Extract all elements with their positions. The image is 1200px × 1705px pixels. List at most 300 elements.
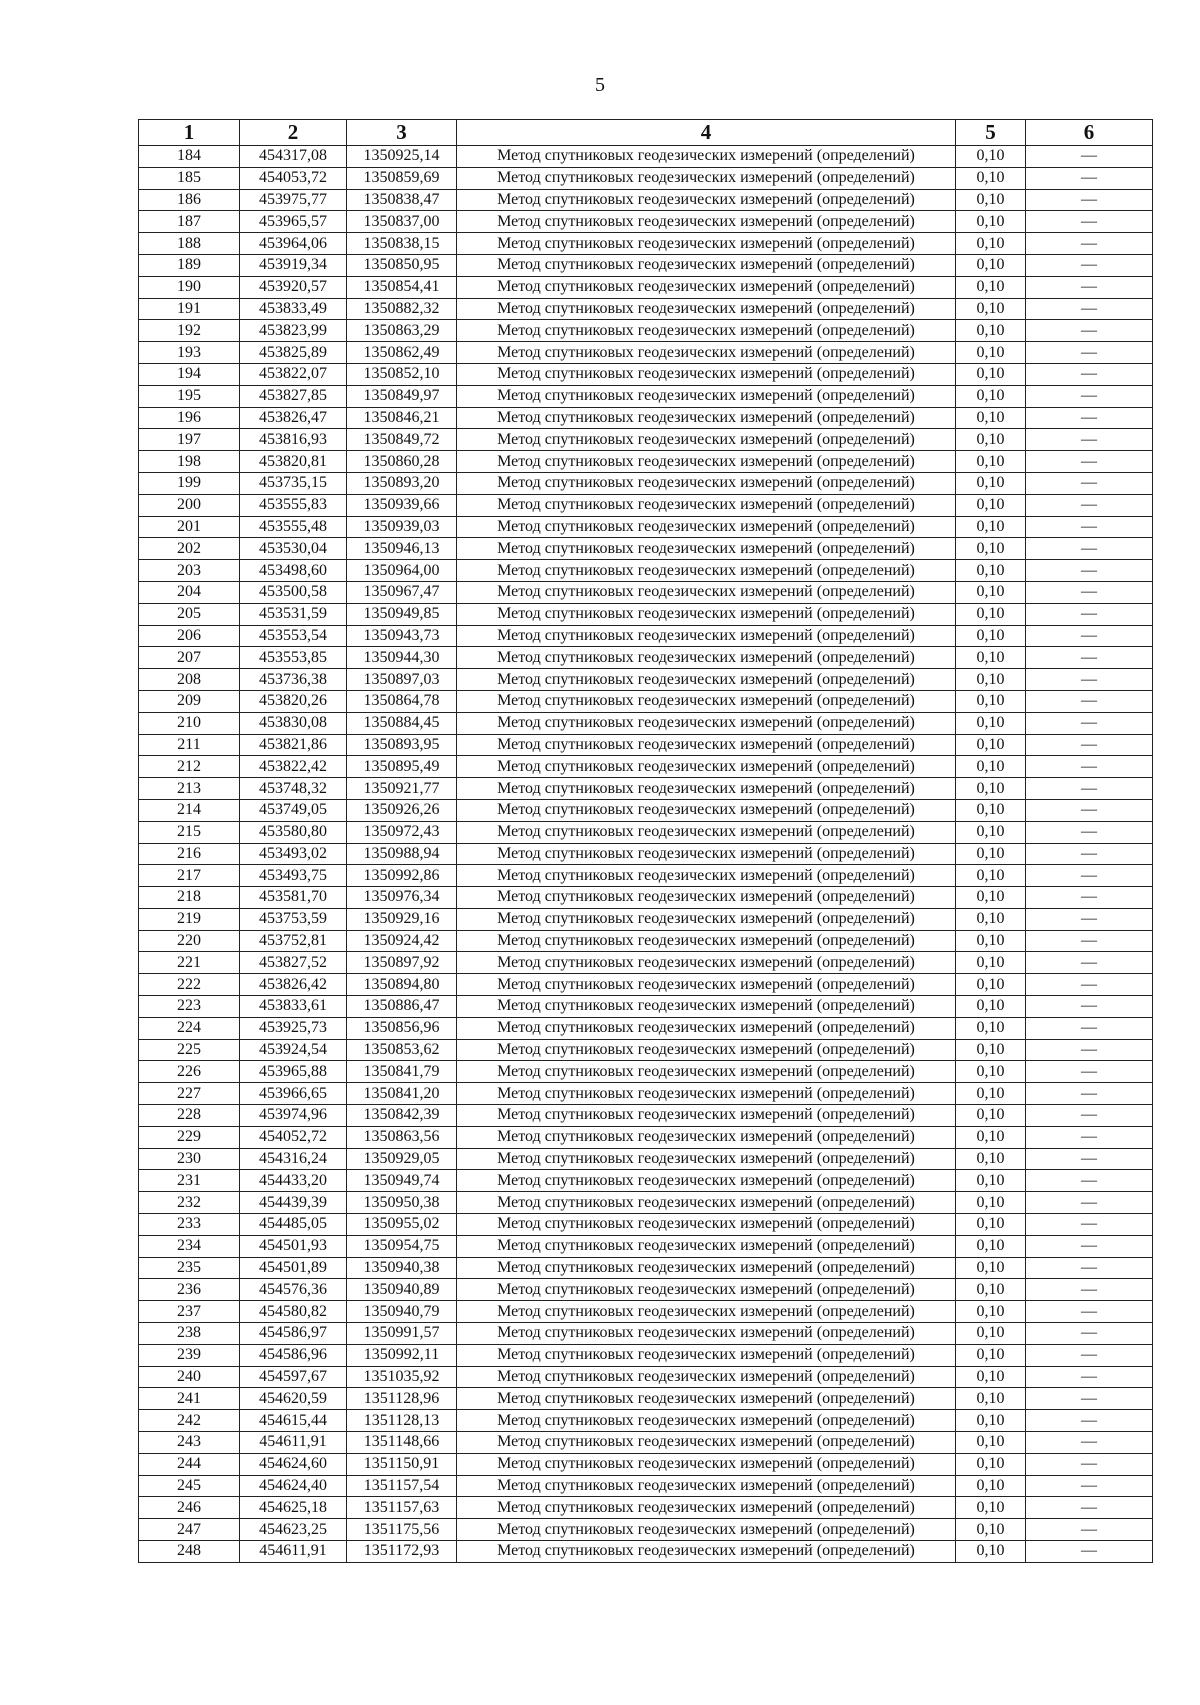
y-coordinate-cell: 1350886,47: [347, 996, 457, 1018]
y-coordinate-cell: 1350954,75: [347, 1235, 457, 1257]
column-header-5: 5: [956, 120, 1026, 146]
method-cell: Метод спутниковых геодезических измерений (определений): [457, 1170, 956, 1192]
point-number-cell: 203: [139, 560, 240, 582]
table-row: [139, 1519, 1153, 1541]
point-number-cell: 205: [139, 603, 240, 625]
x-coordinate-cell: 454052,72: [240, 1126, 347, 1148]
point-number-cell: 189: [139, 254, 240, 276]
x-coordinate-cell: 454053,72: [240, 167, 347, 189]
x-coordinate-cell: 453498,60: [240, 560, 347, 582]
y-coordinate-cell: 1350884,45: [347, 712, 457, 734]
accuracy-cell: 0,10: [956, 254, 1026, 276]
description-cell: —: [1026, 189, 1153, 211]
table-row: [139, 712, 1153, 734]
point-number-cell: 206: [139, 625, 240, 647]
x-coordinate-cell: 453749,05: [240, 799, 347, 821]
description-cell: —: [1026, 1453, 1153, 1475]
x-coordinate-cell: 453553,85: [240, 647, 347, 669]
y-coordinate-cell: 1350972,43: [347, 821, 457, 843]
point-number-cell: 220: [139, 930, 240, 952]
accuracy-cell: 0,10: [956, 1541, 1026, 1563]
y-coordinate-cell: 1350842,39: [347, 1105, 457, 1127]
table-row: [139, 472, 1153, 494]
accuracy-cell: 0,10: [956, 167, 1026, 189]
accuracy-cell: 0,10: [956, 451, 1026, 473]
x-coordinate-cell: 453924,54: [240, 1039, 347, 1061]
point-number-cell: 218: [139, 887, 240, 909]
table-row: [139, 843, 1153, 865]
accuracy-cell: 0,10: [956, 1410, 1026, 1432]
description-cell: —: [1026, 1017, 1153, 1039]
accuracy-cell: 0,10: [956, 974, 1026, 996]
y-coordinate-cell: 1350897,03: [347, 669, 457, 691]
description-cell: —: [1026, 603, 1153, 625]
point-number-cell: 243: [139, 1432, 240, 1454]
table-row: [139, 167, 1153, 189]
method-cell: Метод спутниковых геодезических измерений (определений): [457, 560, 956, 582]
point-number-cell: 241: [139, 1388, 240, 1410]
y-coordinate-cell: 1350992,11: [347, 1344, 457, 1366]
table-row: [139, 1170, 1153, 1192]
y-coordinate-cell: 1350841,79: [347, 1061, 457, 1083]
accuracy-cell: 0,10: [956, 320, 1026, 342]
accuracy-cell: 0,10: [956, 1497, 1026, 1519]
y-coordinate-cell: 1350940,79: [347, 1301, 457, 1323]
point-number-cell: 193: [139, 342, 240, 364]
x-coordinate-cell: 453531,59: [240, 603, 347, 625]
y-coordinate-cell: 1350856,96: [347, 1017, 457, 1039]
accuracy-cell: 0,10: [956, 603, 1026, 625]
table-body: [139, 146, 1153, 1563]
description-cell: —: [1026, 494, 1153, 516]
table-row: [139, 974, 1153, 996]
table-row: [139, 1017, 1153, 1039]
description-cell: —: [1026, 821, 1153, 843]
description-cell: —: [1026, 1497, 1153, 1519]
description-cell: —: [1026, 211, 1153, 233]
accuracy-cell: 0,10: [956, 996, 1026, 1018]
description-cell: —: [1026, 756, 1153, 778]
description-cell: —: [1026, 712, 1153, 734]
description-cell: —: [1026, 887, 1153, 909]
description-cell: —: [1026, 407, 1153, 429]
description-cell: —: [1026, 1519, 1153, 1541]
description-cell: —: [1026, 1279, 1153, 1301]
method-cell: Метод спутниковых геодезических измерений (определений): [457, 429, 956, 451]
x-coordinate-cell: 454317,08: [240, 146, 347, 168]
column-header-3: 3: [347, 120, 457, 146]
page-number: 5: [595, 74, 605, 96]
description-cell: —: [1026, 865, 1153, 887]
point-number-cell: 199: [139, 472, 240, 494]
x-coordinate-cell: 454576,36: [240, 1279, 347, 1301]
table-row: [139, 494, 1153, 516]
point-number-cell: 219: [139, 908, 240, 930]
table-row: [139, 1257, 1153, 1279]
description-cell: —: [1026, 1170, 1153, 1192]
description-cell: —: [1026, 1541, 1153, 1563]
description-cell: —: [1026, 1148, 1153, 1170]
x-coordinate-cell: 453580,80: [240, 821, 347, 843]
y-coordinate-cell: 1350838,15: [347, 233, 457, 255]
accuracy-cell: 0,10: [956, 1388, 1026, 1410]
table-row: [139, 1475, 1153, 1497]
table-row: [139, 1541, 1153, 1563]
accuracy-cell: 0,10: [956, 407, 1026, 429]
table-row: [139, 298, 1153, 320]
description-cell: —: [1026, 538, 1153, 560]
x-coordinate-cell: 454586,97: [240, 1323, 347, 1345]
description-cell: —: [1026, 1388, 1153, 1410]
table-row: [139, 734, 1153, 756]
point-number-cell: 216: [139, 843, 240, 865]
table-row: [139, 385, 1153, 407]
x-coordinate-cell: 453748,32: [240, 778, 347, 800]
x-coordinate-cell: 454597,67: [240, 1366, 347, 1388]
method-cell: Метод спутниковых геодезических измерений (определений): [457, 1148, 956, 1170]
y-coordinate-cell: 1350949,85: [347, 603, 457, 625]
table-row: [139, 1279, 1153, 1301]
description-cell: —: [1026, 908, 1153, 930]
accuracy-cell: 0,10: [956, 1453, 1026, 1475]
description-cell: —: [1026, 560, 1153, 582]
table-row: [139, 996, 1153, 1018]
table-row: [139, 1301, 1153, 1323]
description-cell: —: [1026, 1192, 1153, 1214]
y-coordinate-cell: 1351157,54: [347, 1475, 457, 1497]
table-row: [139, 1388, 1153, 1410]
table-row: [139, 516, 1153, 538]
point-number-cell: 195: [139, 385, 240, 407]
y-coordinate-cell: 1350893,95: [347, 734, 457, 756]
accuracy-cell: 0,10: [956, 669, 1026, 691]
accuracy-cell: 0,10: [956, 1235, 1026, 1257]
x-coordinate-cell: 453753,59: [240, 908, 347, 930]
x-coordinate-cell: 454501,93: [240, 1235, 347, 1257]
point-number-cell: 246: [139, 1497, 240, 1519]
accuracy-cell: 0,10: [956, 1323, 1026, 1345]
x-coordinate-cell: 453820,26: [240, 690, 347, 712]
table-row: [139, 1235, 1153, 1257]
method-cell: Метод спутниковых геодезических измерений (определений): [457, 167, 956, 189]
point-number-cell: 233: [139, 1214, 240, 1236]
accuracy-cell: 0,10: [956, 1214, 1026, 1236]
point-number-cell: 226: [139, 1061, 240, 1083]
point-number-cell: 238: [139, 1323, 240, 1345]
accuracy-cell: 0,10: [956, 647, 1026, 669]
method-cell: Метод спутниковых геодезических измерений (определений): [457, 472, 956, 494]
y-coordinate-cell: 1350955,02: [347, 1214, 457, 1236]
method-cell: Метод спутниковых геодезических измерений (определений): [457, 1541, 956, 1563]
method-cell: Метод спутниковых геодезических измерений (определений): [457, 385, 956, 407]
accuracy-cell: 0,10: [956, 1519, 1026, 1541]
x-coordinate-cell: 453833,61: [240, 996, 347, 1018]
y-coordinate-cell: 1350894,80: [347, 974, 457, 996]
table-row: [139, 233, 1153, 255]
point-number-cell: 214: [139, 799, 240, 821]
y-coordinate-cell: 1350838,47: [347, 189, 457, 211]
method-cell: Метод спутниковых геодезических измерений (определений): [457, 1061, 956, 1083]
accuracy-cell: 0,10: [956, 429, 1026, 451]
x-coordinate-cell: 453493,02: [240, 843, 347, 865]
point-number-cell: 230: [139, 1148, 240, 1170]
accuracy-cell: 0,10: [956, 799, 1026, 821]
point-number-cell: 187: [139, 211, 240, 233]
x-coordinate-cell: 453530,04: [240, 538, 347, 560]
point-number-cell: 232: [139, 1192, 240, 1214]
description-cell: —: [1026, 1475, 1153, 1497]
method-cell: Метод спутниковых геодезических измерений (определений): [457, 1105, 956, 1127]
accuracy-cell: 0,10: [956, 538, 1026, 560]
method-cell: Метод спутниковых геодезических измерений (определений): [457, 1257, 956, 1279]
description-cell: —: [1026, 625, 1153, 647]
y-coordinate-cell: 1350921,77: [347, 778, 457, 800]
table-row: [139, 407, 1153, 429]
method-cell: Метод спутниковых геодезических измерений (определений): [457, 625, 956, 647]
method-cell: Метод спутниковых геодезических измерений (определений): [457, 865, 956, 887]
table-row: [139, 560, 1153, 582]
x-coordinate-cell: 454615,44: [240, 1410, 347, 1432]
description-cell: —: [1026, 1410, 1153, 1432]
accuracy-cell: 0,10: [956, 1192, 1026, 1214]
x-coordinate-cell: 454586,96: [240, 1344, 347, 1366]
y-coordinate-cell: 1350864,78: [347, 690, 457, 712]
y-coordinate-cell: 1350895,49: [347, 756, 457, 778]
x-coordinate-cell: 453735,15: [240, 472, 347, 494]
y-coordinate-cell: 1351148,66: [347, 1432, 457, 1454]
x-coordinate-cell: 453919,34: [240, 254, 347, 276]
description-cell: —: [1026, 690, 1153, 712]
y-coordinate-cell: 1350882,32: [347, 298, 457, 320]
y-coordinate-cell: 1350940,89: [347, 1279, 457, 1301]
accuracy-cell: 0,10: [956, 298, 1026, 320]
description-cell: —: [1026, 516, 1153, 538]
method-cell: Метод спутниковых геодезических измерений (определений): [457, 843, 956, 865]
table-row: [139, 647, 1153, 669]
table-row: [139, 603, 1153, 625]
y-coordinate-cell: 1350852,10: [347, 363, 457, 385]
method-cell: Метод спутниковых геодезических измерений (определений): [457, 363, 956, 385]
y-coordinate-cell: 1351175,56: [347, 1519, 457, 1541]
x-coordinate-cell: 453825,89: [240, 342, 347, 364]
point-number-cell: 228: [139, 1105, 240, 1127]
y-coordinate-cell: 1350976,34: [347, 887, 457, 909]
x-coordinate-cell: 453822,42: [240, 756, 347, 778]
point-number-cell: 191: [139, 298, 240, 320]
y-coordinate-cell: 1350991,57: [347, 1323, 457, 1345]
accuracy-cell: 0,10: [956, 712, 1026, 734]
point-number-cell: 244: [139, 1453, 240, 1475]
point-number-cell: 213: [139, 778, 240, 800]
accuracy-cell: 0,10: [956, 952, 1026, 974]
table-row: [139, 1344, 1153, 1366]
point-number-cell: 186: [139, 189, 240, 211]
accuracy-cell: 0,10: [956, 1039, 1026, 1061]
table-row: [139, 276, 1153, 298]
accuracy-cell: 0,10: [956, 821, 1026, 843]
point-number-cell: 211: [139, 734, 240, 756]
description-cell: —: [1026, 647, 1153, 669]
description-cell: —: [1026, 472, 1153, 494]
table-row: [139, 451, 1153, 473]
x-coordinate-cell: 453965,88: [240, 1061, 347, 1083]
x-coordinate-cell: 454611,91: [240, 1432, 347, 1454]
method-cell: Метод спутниковых геодезических измерений (определений): [457, 1519, 956, 1541]
y-coordinate-cell: 1350946,13: [347, 538, 457, 560]
y-coordinate-cell: 1350853,62: [347, 1039, 457, 1061]
description-cell: —: [1026, 669, 1153, 691]
description-cell: —: [1026, 581, 1153, 603]
method-cell: Метод спутниковых геодезических измерений (определений): [457, 821, 956, 843]
point-number-cell: 242: [139, 1410, 240, 1432]
x-coordinate-cell: 453974,96: [240, 1105, 347, 1127]
point-number-cell: 204: [139, 581, 240, 603]
y-coordinate-cell: 1350854,41: [347, 276, 457, 298]
accuracy-cell: 0,10: [956, 1170, 1026, 1192]
description-cell: —: [1026, 342, 1153, 364]
method-cell: Метод спутниковых геодезических измерений (определений): [457, 516, 956, 538]
method-cell: Метод спутниковых геодезических измерений (определений): [457, 1453, 956, 1475]
y-coordinate-cell: 1350863,29: [347, 320, 457, 342]
method-cell: Метод спутниковых геодезических измерений (определений): [457, 1083, 956, 1105]
table-row: [139, 1148, 1153, 1170]
y-coordinate-cell: 1350846,21: [347, 407, 457, 429]
accuracy-cell: 0,10: [956, 1301, 1026, 1323]
y-coordinate-cell: 1350841,20: [347, 1083, 457, 1105]
point-number-cell: 192: [139, 320, 240, 342]
method-cell: Метод спутниковых геодезических измерений (определений): [457, 494, 956, 516]
accuracy-cell: 0,10: [956, 494, 1026, 516]
description-cell: —: [1026, 1301, 1153, 1323]
x-coordinate-cell: 453965,57: [240, 211, 347, 233]
y-coordinate-cell: 1350944,30: [347, 647, 457, 669]
description-cell: —: [1026, 1344, 1153, 1366]
method-cell: Метод спутниковых геодезических измерений (определений): [457, 1192, 956, 1214]
description-cell: —: [1026, 1039, 1153, 1061]
point-number-cell: 222: [139, 974, 240, 996]
accuracy-cell: 0,10: [956, 690, 1026, 712]
point-number-cell: 227: [139, 1083, 240, 1105]
description-cell: —: [1026, 1083, 1153, 1105]
method-cell: Метод спутниковых геодезических измерений (определений): [457, 276, 956, 298]
description-cell: —: [1026, 1432, 1153, 1454]
y-coordinate-cell: 1350929,16: [347, 908, 457, 930]
accuracy-cell: 0,10: [956, 276, 1026, 298]
method-cell: Метод спутниковых геодезических измерений (определений): [457, 1366, 956, 1388]
accuracy-cell: 0,10: [956, 560, 1026, 582]
x-coordinate-cell: 454316,24: [240, 1148, 347, 1170]
x-coordinate-cell: 453555,83: [240, 494, 347, 516]
y-coordinate-cell: 1351128,96: [347, 1388, 457, 1410]
accuracy-cell: 0,10: [956, 843, 1026, 865]
y-coordinate-cell: 1350893,20: [347, 472, 457, 494]
accuracy-cell: 0,10: [956, 233, 1026, 255]
coordinates-table: [138, 119, 1153, 1563]
method-cell: Метод спутниковых геодезических измерений (определений): [457, 189, 956, 211]
y-coordinate-cell: 1350939,03: [347, 516, 457, 538]
accuracy-cell: 0,10: [956, 1432, 1026, 1454]
x-coordinate-cell: 454625,18: [240, 1497, 347, 1519]
method-cell: Метод спутниковых геодезических измерений (определений): [457, 799, 956, 821]
method-cell: Метод спутниковых геодезических измерений (определений): [457, 712, 956, 734]
method-cell: Метод спутниковых геодезических измерений (определений): [457, 952, 956, 974]
description-cell: —: [1026, 146, 1153, 168]
accuracy-cell: 0,10: [956, 342, 1026, 364]
method-cell: Метод спутниковых геодезических измерений (определений): [457, 1497, 956, 1519]
table-row: [139, 189, 1153, 211]
accuracy-cell: 0,10: [956, 211, 1026, 233]
x-coordinate-cell: 453920,57: [240, 276, 347, 298]
table-row: [139, 1214, 1153, 1236]
method-cell: Метод спутниковых геодезических измерений (определений): [457, 690, 956, 712]
method-cell: Метод спутниковых геодезических измерений (определений): [457, 778, 956, 800]
y-coordinate-cell: 1350967,47: [347, 581, 457, 603]
point-number-cell: 224: [139, 1017, 240, 1039]
description-cell: —: [1026, 1126, 1153, 1148]
description-cell: —: [1026, 1214, 1153, 1236]
x-coordinate-cell: 453833,49: [240, 298, 347, 320]
column-header-2: 2: [240, 120, 347, 146]
accuracy-cell: 0,10: [956, 1105, 1026, 1127]
description-cell: —: [1026, 974, 1153, 996]
point-number-cell: 194: [139, 363, 240, 385]
point-number-cell: 234: [139, 1235, 240, 1257]
y-coordinate-cell: 1351035,92: [347, 1366, 457, 1388]
accuracy-cell: 0,10: [956, 1344, 1026, 1366]
y-coordinate-cell: 1350860,28: [347, 451, 457, 473]
description-cell: —: [1026, 996, 1153, 1018]
y-coordinate-cell: 1350949,74: [347, 1170, 457, 1192]
method-cell: Метод спутниковых геодезических измерений (определений): [457, 581, 956, 603]
accuracy-cell: 0,10: [956, 625, 1026, 647]
x-coordinate-cell: 453827,52: [240, 952, 347, 974]
method-cell: Метод спутниковых геодезических измерений (определений): [457, 1017, 956, 1039]
point-number-cell: 190: [139, 276, 240, 298]
accuracy-cell: 0,10: [956, 363, 1026, 385]
method-cell: Метод спутниковых геодезических измерений (определений): [457, 298, 956, 320]
x-coordinate-cell: 453821,86: [240, 734, 347, 756]
x-coordinate-cell: 453581,70: [240, 887, 347, 909]
description-cell: —: [1026, 1235, 1153, 1257]
accuracy-cell: 0,10: [956, 908, 1026, 930]
table-row: [139, 952, 1153, 974]
accuracy-cell: 0,10: [956, 756, 1026, 778]
table-row: [139, 756, 1153, 778]
accuracy-cell: 0,10: [956, 1279, 1026, 1301]
description-cell: —: [1026, 1105, 1153, 1127]
point-number-cell: 210: [139, 712, 240, 734]
point-number-cell: 201: [139, 516, 240, 538]
accuracy-cell: 0,10: [956, 1083, 1026, 1105]
description-cell: —: [1026, 385, 1153, 407]
point-number-cell: 185: [139, 167, 240, 189]
table-row: [139, 799, 1153, 821]
description-cell: —: [1026, 1061, 1153, 1083]
description-cell: —: [1026, 1257, 1153, 1279]
method-cell: Метод спутниковых геодезических измерений (определений): [457, 1432, 956, 1454]
description-cell: —: [1026, 298, 1153, 320]
method-cell: Метод спутниковых геодезических измерений (определений): [457, 1039, 956, 1061]
x-coordinate-cell: 454439,39: [240, 1192, 347, 1214]
table-row: [139, 1126, 1153, 1148]
table-header-row: [139, 120, 1153, 146]
x-coordinate-cell: 454485,05: [240, 1214, 347, 1236]
method-cell: Метод спутниковых геодезических измерений (определений): [457, 603, 956, 625]
y-coordinate-cell: 1350964,00: [347, 560, 457, 582]
point-number-cell: 236: [139, 1279, 240, 1301]
method-cell: Метод спутниковых геодезических измерений (определений): [457, 996, 956, 1018]
table-row: [139, 1453, 1153, 1475]
